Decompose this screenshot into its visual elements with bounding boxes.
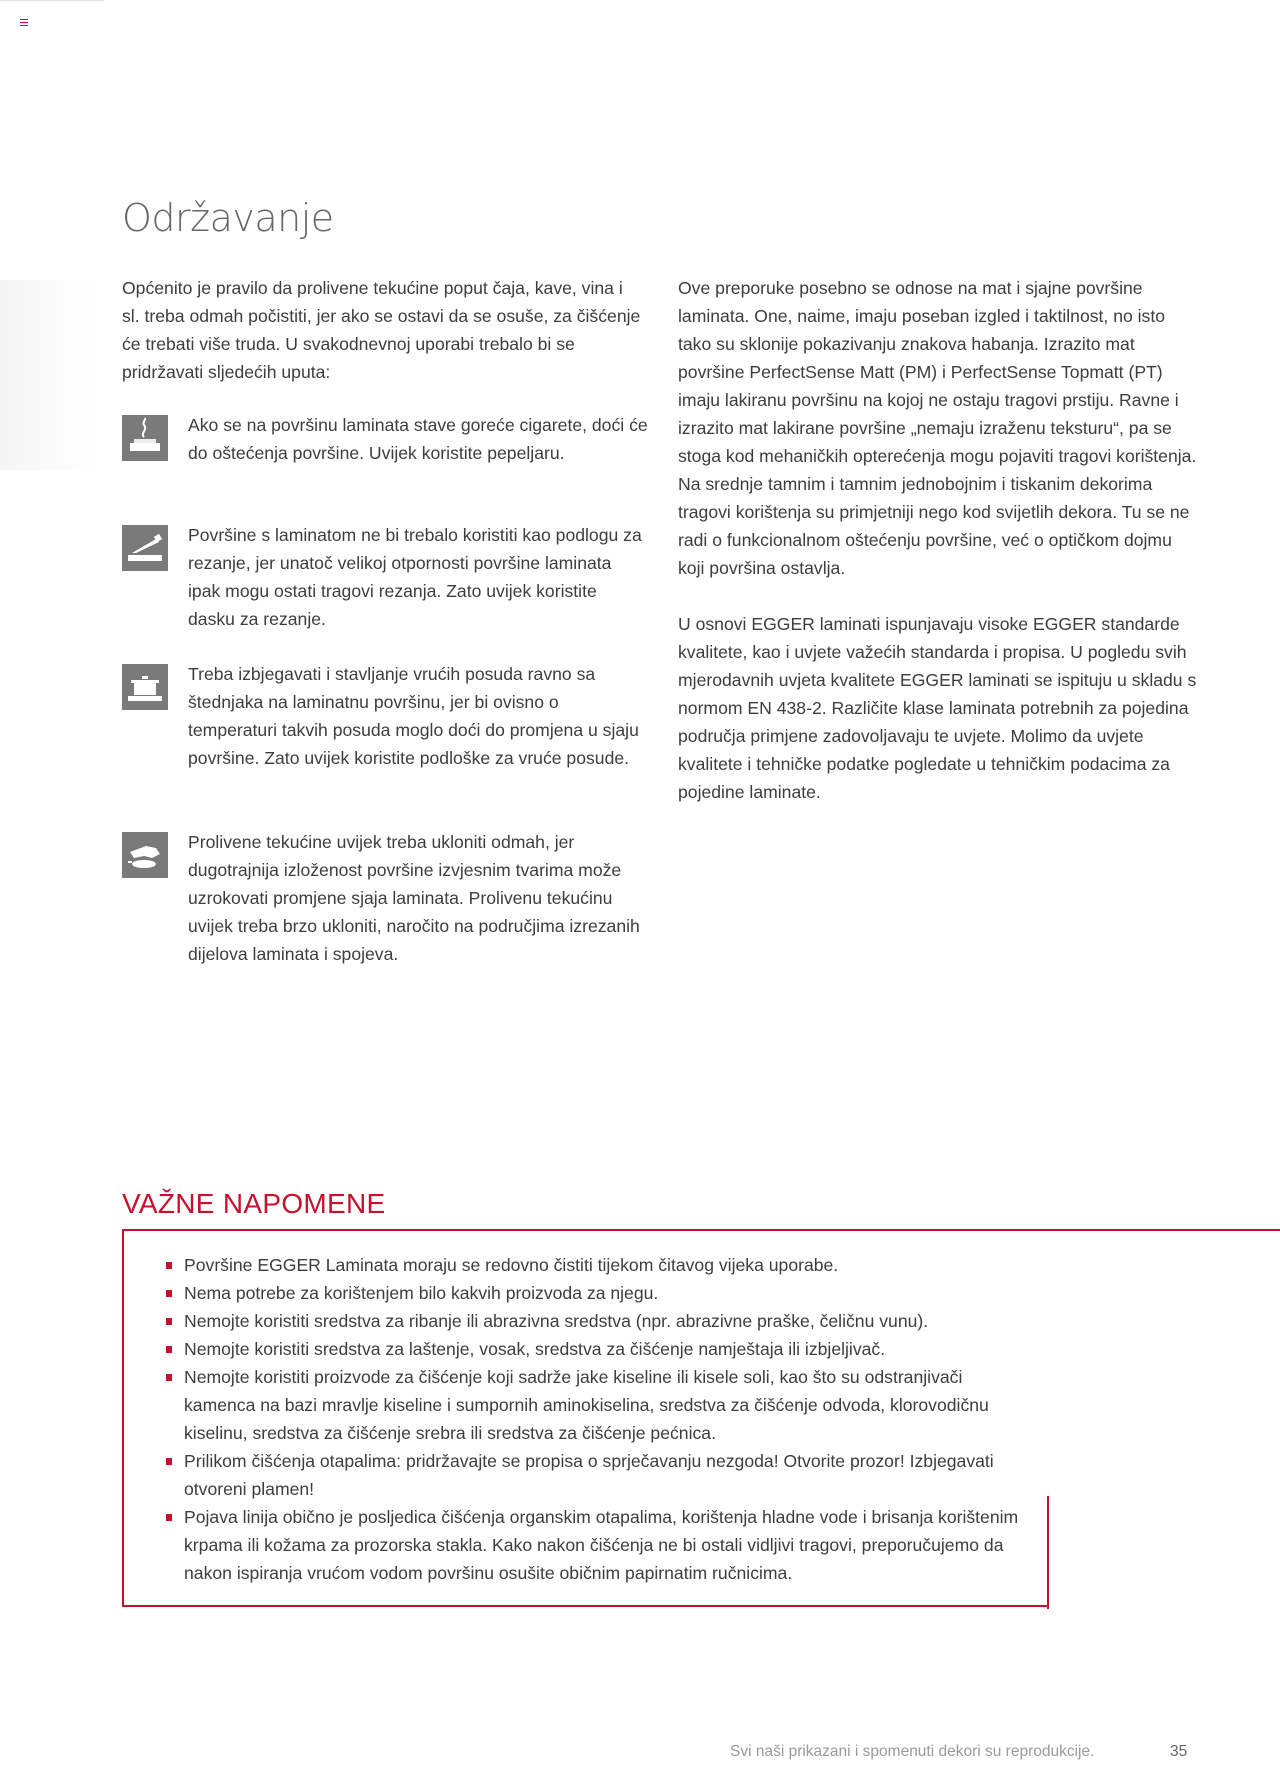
rule-item-cigarette — [188, 411, 648, 467]
cigarette-icon — [122, 415, 168, 461]
list-item: Površine EGGER Laminata moraju se redovno čistiti tijekom čitavog vijeka uporabe. — [160, 1251, 1020, 1279]
right-paragraph: Ove preporuke posebno se odnose na mat i sjajne površine laminata. One, naime, imaju poseban izgled i taktilnost, no isto tako su sklonije pokazivanju znakova habanja. Izrazito mat površine PerfectSense Matt (PM) i PerfectSense Topmatt (PT) imaju lakiranu površinu na kojoj ne ostaju tragovi prstiju. Ravne i izrazito mat lakirane površine „nemaju izraženu teksturu“, pa se stoga kod mehaničkih opterećenja mogu pojaviti tragovi korištenja. Na srednje tamnim i tamnim jednobojnim i tiskanim dekorima tragovi korištenja su primjetniji nego kod svijetlih dekora. Tu se ne radi o funkcionalnom oštećenju površine, već o optičkom dojmu koji površina ostavlja. — [678, 278, 1197, 578]
list-item: Nemojte koristiti sredstva za laštenje, vosak, sredstva za čišćenje namještaja ili izbjeljivač. — [160, 1335, 1020, 1363]
list-item: Nema potrebe za korištenjem bilo kakvih proizvoda za njegu. — [160, 1279, 1020, 1307]
rule-text: Površine s laminatom ne bi trebalo koristiti kao podlogu za rezanje, jer unatoč velikoj otpornosti površine laminata ipak mogu ostati tragovi rezanja. Zato uvijek koristite dasku za rezanje. — [188, 525, 642, 629]
menu-icon[interactable] — [20, 19, 28, 26]
list-item: Nemojte koristiti sredstva za ribanje ili abrazivna sredstva (npr. abrazivne praške, čeličnu vunu). — [160, 1307, 1020, 1335]
page-edge-shadow — [0, 280, 96, 470]
list-item: Prilikom čišćenja otapalima: pridržavajte se propisa o sprječavanju nezgoda! Otvorite prozor! Izbjegavati otvoreni plamen! — [160, 1447, 1020, 1503]
page-title: Održavanje — [122, 196, 334, 240]
rule-text: Treba izbjegavati i stavljanje vrućih posuda ravno sa štednjaka na laminatnu površinu, jer bi ovisno o temperaturi takvih posuda moglo doći do promjena u sjaju površine. Zato uvijek koristite podloške za vruće posude. — [188, 664, 639, 768]
wiping-hand-icon — [122, 832, 168, 878]
rule-text: Prolivene tekućine uvijek treba ukloniti odmah, jer dugotrajnija izloženost površine izvjesnim tvarima može uzrokovati promjene sjaja laminata. Prolivenu tekućinu uvijek treba brzo ukloniti, naročito na područjima izrezanih dijelova laminata i spojeva. — [188, 832, 640, 964]
rule-text: Ako se na površinu laminata stave goreće cigarete, doći će do oštećenja površine. Uvijek koristite pepeljaru. — [188, 415, 648, 463]
knife-icon — [122, 525, 168, 571]
rule-item-hot-pot — [188, 660, 648, 772]
intro-paragraph: Općenito je pravilo da prolivene tekućine poput čaja, kave, vina i sl. treba odmah počistiti, jer ako se ostavi da se osuše, za čišćenje će trebati više truda. U svakodnevnoj uporabi trebalo bi se pridržavati sljedećih uputa: — [122, 278, 641, 382]
notes-title: VAŽNE NAPOMENE — [122, 1188, 386, 1219]
notes-box-right-border — [1047, 1496, 1049, 1609]
footer-disclaimer: Svi naši prikazani i spomenuti dekori su reprodukcije. — [730, 1743, 1095, 1760]
hot-pot-icon — [122, 664, 168, 710]
right-paragraph: U osnovi EGGER laminati ispunjavaju visoke EGGER standarde kvalitete, kao i uvjete važećih standarda i propisa. U pogledu svih mjerodavnih uvjeta kvalitete EGGER laminati se ispituju u skladu s normom EN 438-2. Različite klase laminata potrebnih za pojedina područja primjene zadovoljavaju te uvjete. Molimo da uvjete kvalitete i tehničke podatke pogledate u tehničkim podacima za pojedine laminate. — [678, 614, 1197, 802]
right-column — [678, 274, 1198, 834]
list-item: Pojava linija obično je posljedica čišćenja organskim otapalima, korištenja hladne vode i brisanja korištenim krpama ili kožama za prozorska stakla. Kako nakon čišćenja ne bi ostali vidljivi tragovi, preporučujemo da nakon ispiranja vrućom vodom površinu osušite običnim papirnatim ručnicima. — [160, 1503, 1020, 1587]
list-item: Nemojte koristiti proizvode za čišćenje koji sadrže jake kiseline ili kisele soli, kao što su odstranjivači kamenca na bazi mravlje kiseline i sumpornih aminokiselina, sredstva za čišćenje odvoda, klorovodičnu kiselinu, sredstva za čišćenje srebra ili sredstva za čišćenje pećnica. — [160, 1363, 1020, 1447]
top-divider — [0, 0, 104, 1]
page-number: 35 — [1170, 1743, 1188, 1760]
rule-item-knife — [188, 521, 648, 633]
notes-list — [160, 1251, 1020, 1587]
rule-item-wiping — [188, 828, 648, 968]
